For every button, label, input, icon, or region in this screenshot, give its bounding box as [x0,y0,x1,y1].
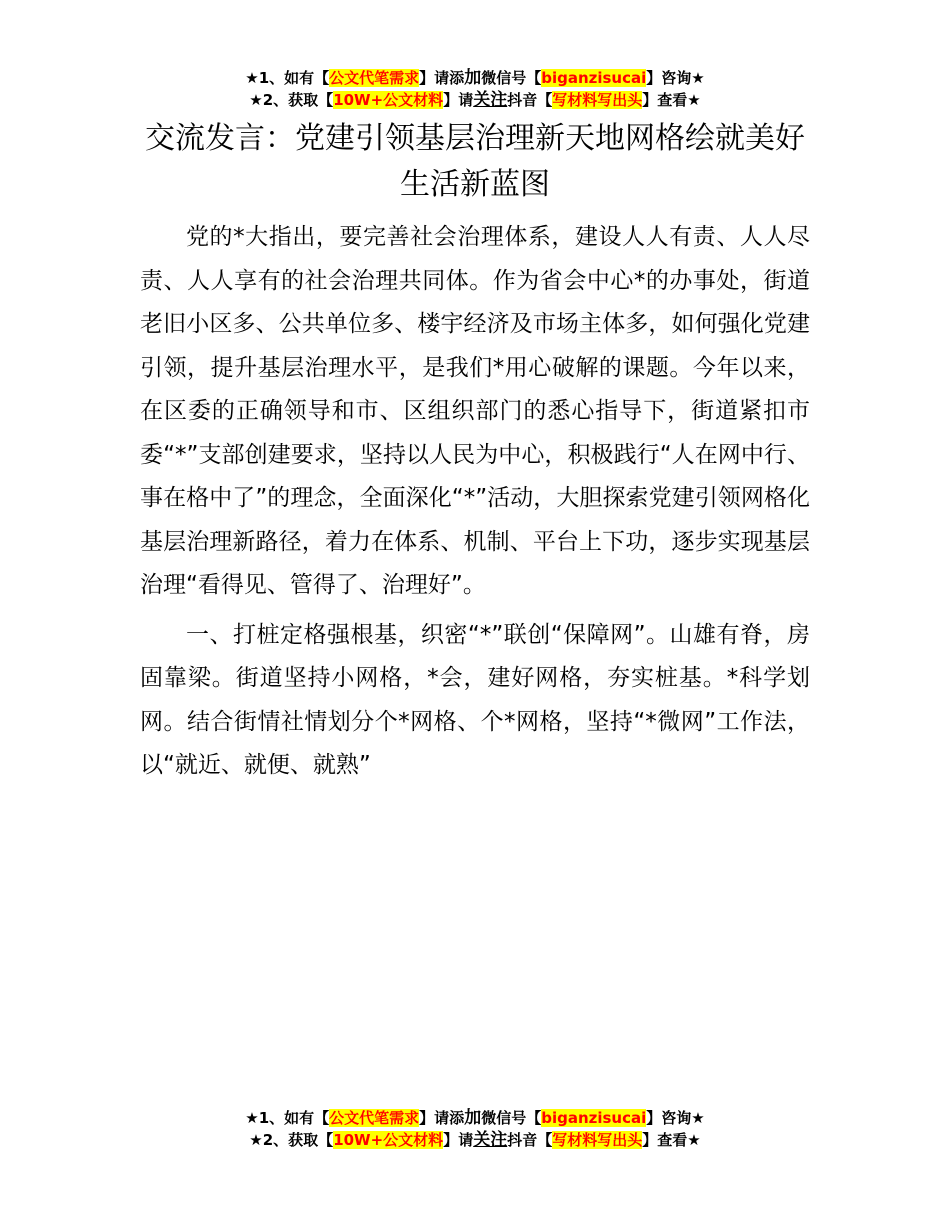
banner-text: 】请 [443,91,474,109]
star-icon: ★ [691,69,705,87]
banner-emphasis: 关注 [473,1130,508,1150]
banner-line-1 [0,67,950,89]
highlight-text: 10W+公文材料 [333,1131,444,1149]
paragraph: 一、打桩定格强根基，织密“*”联创“保障网”。山雄有脊，房固靠梁。街道坚持小网格，*会，建好网格，夯实桩基。*科学划网。结合街情社情划分个*网格、个*网格，坚持“*微网”工作法，以“就近、就便、就熟” [140,621,810,778]
highlight-text: 写材料写出头 [552,91,643,109]
star-icon: ★ [249,1131,263,1149]
banner-text: 2、获取【 [262,91,334,109]
star-icon: ★ [687,1131,701,1149]
banner-text: 抖音【 [507,91,553,109]
footer-banner [0,1107,950,1151]
banner-text: 】请 [443,1131,474,1149]
highlight-text: 10W+公文材料 [333,91,444,109]
banner-text: 1、如有【 [258,1109,330,1127]
star-icon: ★ [245,1109,259,1127]
banner-line-1 [0,1107,950,1129]
banner-text: 2、获取【 [262,1131,334,1149]
banner-text: 】请添 [419,1109,465,1127]
banner-text: 微信号【 [481,69,542,87]
banner-text: 】查看 [642,91,688,109]
highlight-text: 写材料写出头 [552,1131,643,1149]
banner-text: 微信号【 [481,1109,542,1127]
banner-line-2 [0,89,950,111]
banner-text: 】查看 [642,1131,688,1149]
star-icon: ★ [249,91,263,109]
document-title: 交流发言：党建引领基层治理新天地网格绘就美好生活新蓝图 [145,121,805,202]
banner-text: 】咨询 [646,69,692,87]
banner-emphasis: 加 [464,68,482,88]
banner-text: 】咨询 [646,1109,692,1127]
banner-emphasis: 关注 [473,90,508,110]
banner-text: 1、如有【 [258,69,330,87]
document-body [140,216,810,794]
star-icon: ★ [687,91,701,109]
banner-text: 】请添 [419,69,465,87]
highlight-text: 公文代笔需求 [329,1109,420,1127]
star-icon: ★ [691,1109,705,1127]
wechat-id: biganzisucai [541,69,647,87]
banner-line-2 [0,1129,950,1151]
paragraph: 党的*大指出，要完善社会治理体系，建设人人有责、人人尽责、人人享有的社会治理共同体。作为省会中心*的办事处，街道老旧小区多、公共单位多、楼宇经济及市场主体多，如何强化党建引领，提升基层治理水平，是我们*用心破解的课题。今年以来，在区委的正确领导和市、区组织部门的悉心指导下，街道紧扣市委“*”支部创建要求，坚持以人民为中心，积极践行“人在网中行、事在格中了”的理念，全面深化“*”活动，大胆探索党建引领网格化基层治理新路径，着力在体系、机制、平台上下功，逐步实现基层治理“看得见、管得了、治理好”。 [140,224,810,598]
star-icon: ★ [245,69,259,87]
header-banner [0,67,950,111]
highlight-text: 公文代笔需求 [329,69,420,87]
banner-emphasis: 加 [464,1108,482,1128]
wechat-id: biganzisucai [541,1109,647,1127]
banner-text: 抖音【 [507,1131,553,1149]
